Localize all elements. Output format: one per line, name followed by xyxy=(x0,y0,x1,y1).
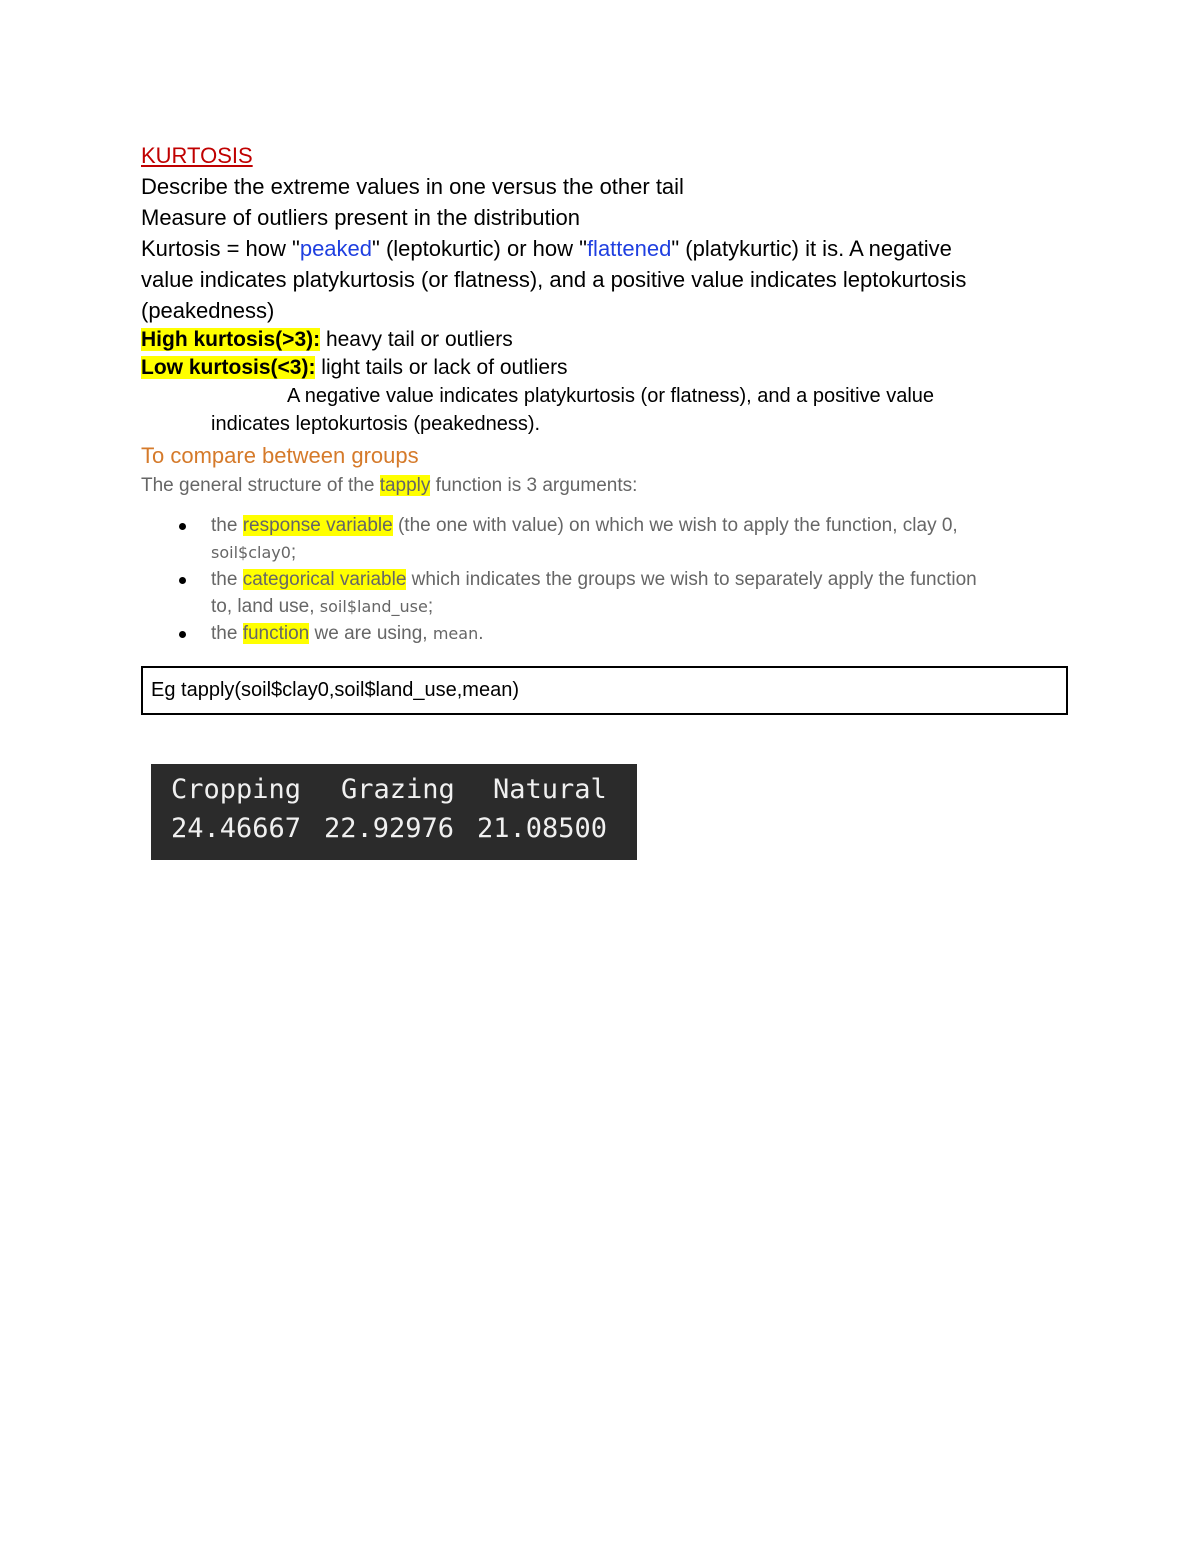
list-item xyxy=(141,620,1071,647)
output-value: 21.08500 xyxy=(477,813,608,844)
text xyxy=(211,512,1071,539)
text xyxy=(211,593,1071,620)
argument-list xyxy=(141,512,1071,647)
tapply-intro xyxy=(141,472,1071,500)
note-line-1: A negative value indicates platykurtosis (or flatness), and a positive value xyxy=(287,385,935,407)
compare-heading: To compare between groups xyxy=(141,443,419,468)
tapply-highlight: tapply xyxy=(379,475,431,496)
output-header: Grazing xyxy=(341,774,455,805)
text: The general structure of the xyxy=(141,475,380,496)
low-kurtosis-definition xyxy=(141,354,1071,382)
text: function is 3 arguments: xyxy=(430,475,638,496)
text xyxy=(211,620,1071,647)
text: . xyxy=(478,623,484,644)
high-kurtosis-text: heavy tail or outliers xyxy=(320,328,513,351)
list-item xyxy=(141,566,1071,620)
high-kurtosis-label: High kurtosis(>3): xyxy=(141,328,321,351)
text xyxy=(211,566,1071,593)
text: " (platykurtic) it is. A negative xyxy=(671,236,952,261)
kurtosis-note xyxy=(141,382,1071,438)
document-body xyxy=(141,140,1071,647)
low-kurtosis-text: light tails or lack of outliers xyxy=(315,356,568,379)
text: to, land use, xyxy=(211,596,320,617)
code-mean: mean xyxy=(432,624,479,643)
text: which indicates the groups we wish to separately apply the function xyxy=(406,569,977,590)
categorical-variable-highlight: categorical variable xyxy=(242,569,407,590)
low-kurtosis-label: Low kurtosis(<3): xyxy=(141,356,316,379)
example-code-box: Eg tapply(soil$clay0,soil$land_use,mean) xyxy=(141,666,1068,715)
line-describe: Describe the extreme values in one versus the other tail xyxy=(141,174,684,199)
line-kurtosis-definition xyxy=(141,233,1071,264)
flattened-term: flattened xyxy=(586,236,672,261)
code-soil-land-use: soil$land_use xyxy=(319,597,428,616)
output-value: 22.92976 xyxy=(324,813,455,844)
high-kurtosis-definition xyxy=(141,326,1071,354)
text: " (leptokurtic) or how " xyxy=(372,236,587,261)
bullet-icon xyxy=(179,631,186,638)
list-item xyxy=(141,512,1071,566)
response-variable-highlight: response variable xyxy=(242,515,393,536)
output-header-row xyxy=(171,774,607,805)
text: ; xyxy=(290,542,297,563)
line-measure: Measure of outliers present in the distribution xyxy=(141,205,581,230)
text: the xyxy=(211,515,243,536)
text: ; xyxy=(427,596,434,617)
text: the xyxy=(211,569,243,590)
function-highlight: function xyxy=(242,623,310,644)
code-soil-clay0: soil$clay0 xyxy=(211,543,291,562)
output-value-row xyxy=(171,813,607,844)
text: (the one with value) on which we wish to apply the function, clay 0, xyxy=(392,515,958,536)
note-line-2: indicates leptokurtosis (peakedness). xyxy=(211,413,541,435)
console-output xyxy=(151,764,637,860)
text: Kurtosis = how " xyxy=(141,236,300,261)
bullet-icon xyxy=(179,577,186,584)
line-value-indicates: value indicates platykurtosis (or flatness), and a positive value indicates leptokurtosis xyxy=(141,267,967,292)
output-header: Natural xyxy=(493,774,607,805)
text xyxy=(211,539,1071,566)
output-header: Cropping xyxy=(171,774,302,805)
bullet-icon xyxy=(179,523,186,530)
line-peakedness: (peakedness) xyxy=(141,298,275,323)
page-title: KURTOSIS xyxy=(141,143,253,168)
text: the xyxy=(211,623,243,644)
peaked-term: peaked xyxy=(299,236,373,261)
output-value: 24.46667 xyxy=(171,813,302,844)
text: we are using, xyxy=(309,623,433,644)
